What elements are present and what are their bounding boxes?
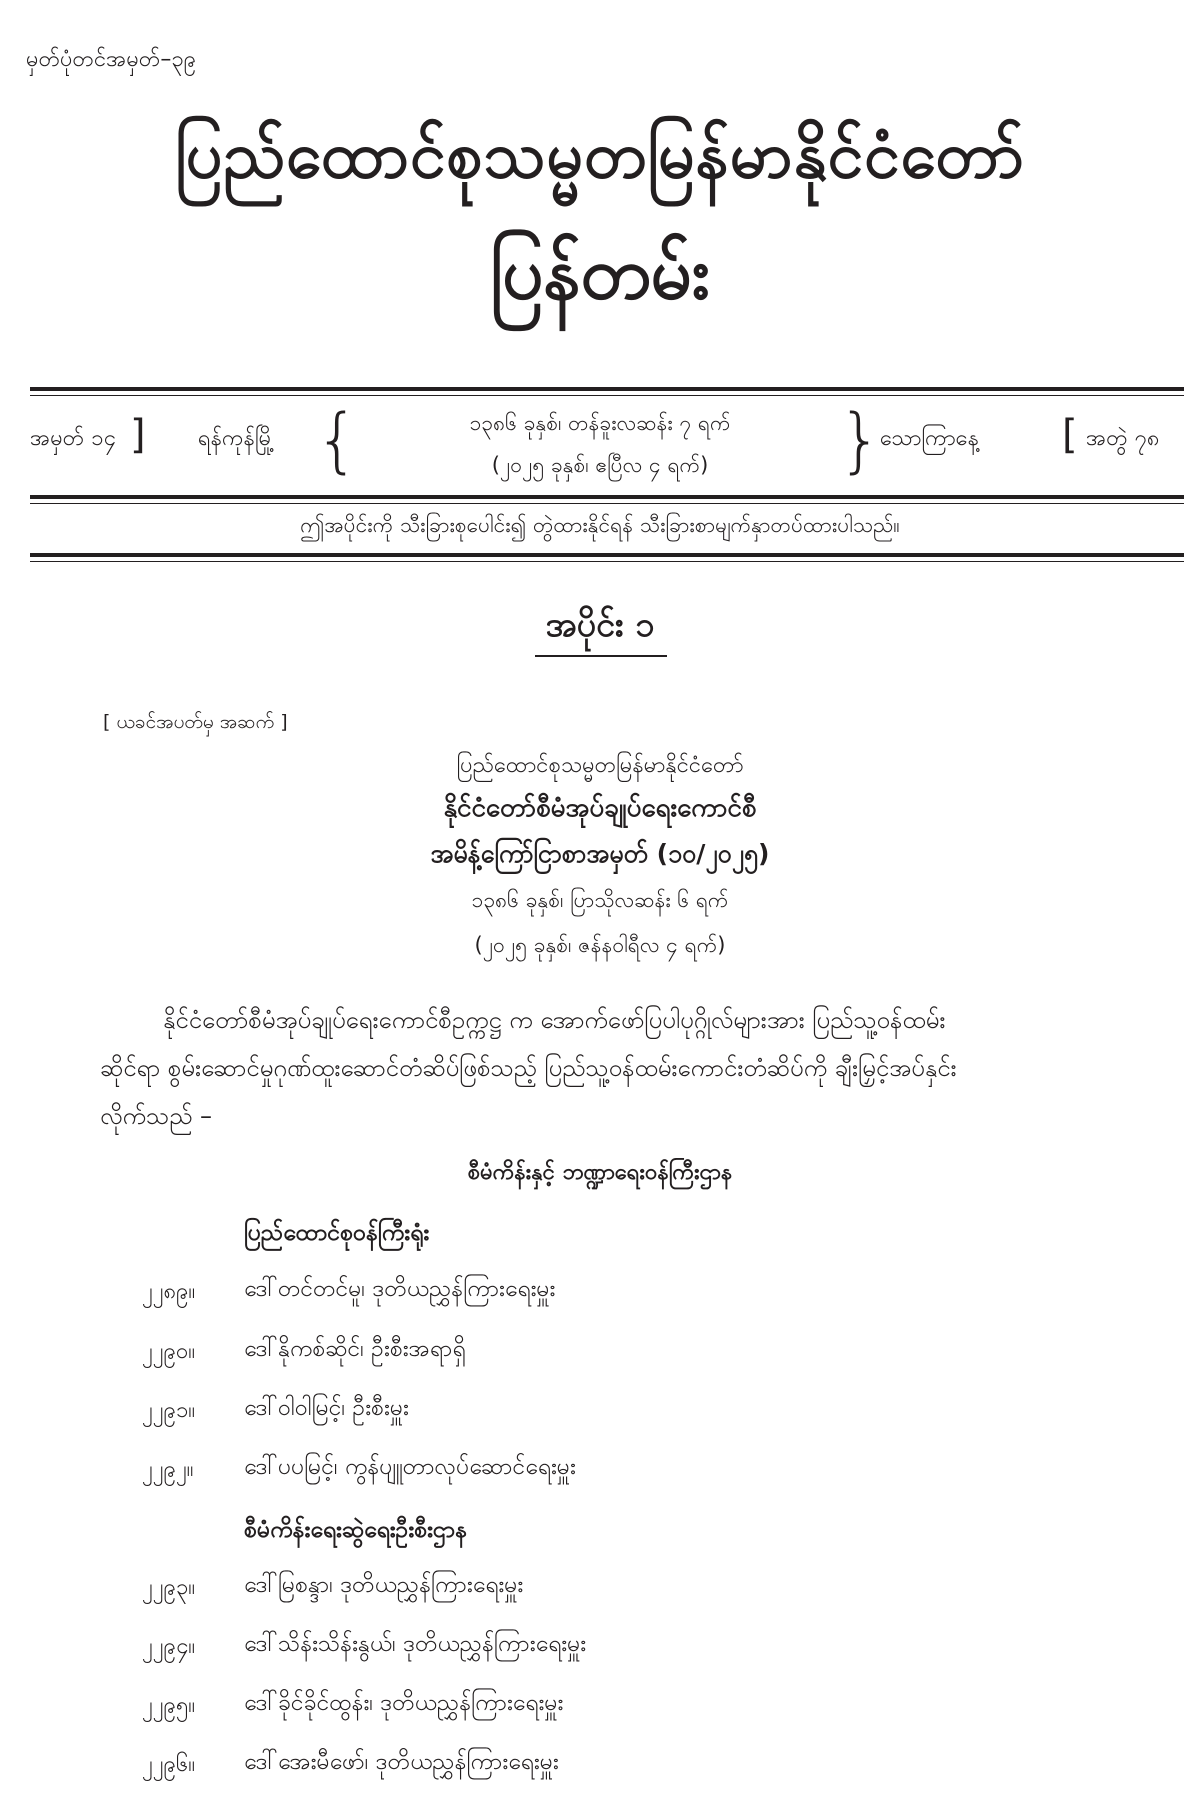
awardee-name: ဒေါ်ဝါဝါမြင့်၊ ဦးစီးမှူး bbox=[244, 1395, 409, 1421]
issue-number-bracket: ] bbox=[130, 412, 146, 458]
awardee-number: ၂၂၉၄။ bbox=[142, 1634, 196, 1659]
paragraph-line: လိုက်သည် – bbox=[100, 1102, 213, 1130]
separate-section-note: ဤအပိုင်းကို သီးခြားစုပေါင်း၍ တွဲထားနိုင်ရန် သီးခြားစာမျက်နှာတပ်ထားပါသည်။ bbox=[300, 513, 900, 537]
awardee-name: ဒေါ်သိန်းသိန်းနွယ်၊ ဒုတိယညွှန်ကြားရေးမှူး bbox=[244, 1631, 587, 1657]
order-council: နိုင်ငံတော်စီမံအုပ်ချုပ်ရေးကောင်စီ bbox=[443, 793, 757, 823]
awardee-number: ၂၂၉၃။ bbox=[142, 1575, 196, 1600]
top-rule-thick bbox=[30, 387, 1184, 391]
part-heading-underline bbox=[535, 655, 667, 657]
awardee-name: ဒေါ်တင်တင်မူ၊ ဒုတိယညွှန်ကြားရေးမှူး bbox=[244, 1276, 556, 1302]
awardee-name: ဒေါ်ခိုင်ခိုင်ထွန်း၊ ဒုတိယညွှန်ကြားရေးမှူး bbox=[244, 1690, 564, 1716]
middle-rule-thick bbox=[30, 495, 1184, 499]
awardee-name: ဒေါ်အေးမီဖော်၊ ဒုတိယညွှန်ကြားရေးမှူး bbox=[244, 1749, 559, 1775]
awardee-name: ဒေါ်နိုကစ်ဆိုင်၊ ဦးစီးအရာရှိ bbox=[244, 1336, 466, 1362]
paragraph-line: နိုင်ငံတော်စီမံအုပ်ချုပ်ရေးကောင်စီဥက္ကဋ္ဌ က အောက်ဖော်ပြပါပုဂ္ဂိုလ်များအား ပြည်သူ့ဝန်ထမ်း bbox=[163, 1006, 946, 1034]
paragraph-line: ဆိုင်ရာ စွမ်းဆောင်မှုဂုဏ်ထူးဆောင်တံဆိပ်ဖြစ်သည့် ပြည်သူ့ဝန်ထမ်းကောင်းတံဆိပ်ကို ချီးမြှင့်အပ်နှင်း bbox=[100, 1054, 957, 1082]
awardee-number: ၂၂၉၁။ bbox=[142, 1398, 196, 1423]
gazette-title: ပြည်ထောင်စုသမ္မတမြန်မာနိုင်ငံတော် bbox=[174, 119, 1026, 193]
weekday: သောကြာနေ့ bbox=[880, 426, 979, 451]
registration-number: မှတ်ပုံတင်အမှတ်–၃၉ bbox=[26, 47, 197, 72]
part-heading: အပိုင်း ၁ bbox=[545, 605, 655, 645]
close-brace: } bbox=[838, 399, 883, 481]
bottom-rule-thin bbox=[30, 561, 1184, 562]
issue-date-gregorian: (၂၀၂၅ ခုနှစ်၊ ဧပြီလ ၄ ရက်) bbox=[491, 453, 709, 477]
gazette-subtitle: ပြန်တမ်း bbox=[490, 231, 710, 315]
open-brace: { bbox=[315, 399, 360, 481]
department-heading: ပြည်ထောင်စုဝန်ကြီးရုံး bbox=[244, 1220, 430, 1246]
order-country: ပြည်ထောင်စုသမ္မတမြန်မာနိုင်ငံတော် bbox=[456, 753, 744, 778]
awardee-number: ၂၂၈၉။ bbox=[142, 1279, 196, 1304]
order-number: အမိန့်ကြော်ငြာစာအမှတ် (၁၀/၂၀၂၅) bbox=[430, 839, 770, 868]
top-rule-thin bbox=[30, 395, 1184, 396]
awardee-number: ၂၂၉၀။ bbox=[142, 1339, 196, 1364]
issue-number: အမှတ် ၁၄ bbox=[30, 426, 116, 451]
awardee-number: ၂၂၉၆။ bbox=[142, 1752, 196, 1777]
awardee-name: ဒေါ်မြစန္ဒာ၊ ဒုတိယညွှန်ကြားရေးမှူး bbox=[244, 1572, 524, 1598]
awardee-name: ဒေါ်ပပမြင့်၊ ကွန်ပျူတာလုပ်ဆောင်ရေးမှူး bbox=[244, 1454, 576, 1480]
order-date-myanmar: ၁၃၈၆ ခုနှစ်၊ ပြာသိုလဆန်း ၆ ရက် bbox=[471, 888, 729, 912]
department-heading: စီမံကိန်းရေးဆွဲရေးဦးစီးဌာန bbox=[244, 1517, 468, 1543]
awardee-number: ၂၂၉၅။ bbox=[142, 1693, 196, 1718]
order-paragraph bbox=[100, 996, 1100, 1140]
order-date-gregorian: (၂၀၂၅ ခုနှစ်၊ ဇန်နဝါရီလ ၄ ရက်) bbox=[474, 933, 726, 957]
volume-number: အတွဲ ၇၈ bbox=[1086, 426, 1160, 451]
volume-bracket: [ bbox=[1062, 412, 1078, 458]
bottom-rule-thick bbox=[30, 553, 1184, 557]
awardee-number: ၂၂၉၂။ bbox=[142, 1457, 194, 1482]
issue-date-myanmar: ၁၃၈၆ ခုနှစ်၊ တန်ခူးလဆန်း ၇ ရက် bbox=[469, 411, 731, 435]
ministry-heading: စီမံကိန်းနှင့် ဘဏ္ဍာရေးဝန်ကြီးဌာန bbox=[467, 1160, 733, 1185]
continued-note: [ ယခင်အပတ်မှ အဆက် ] bbox=[103, 711, 288, 733]
city: ရန်ကုန်မြို့ bbox=[198, 426, 275, 451]
middle-rule-thin bbox=[30, 503, 1184, 504]
